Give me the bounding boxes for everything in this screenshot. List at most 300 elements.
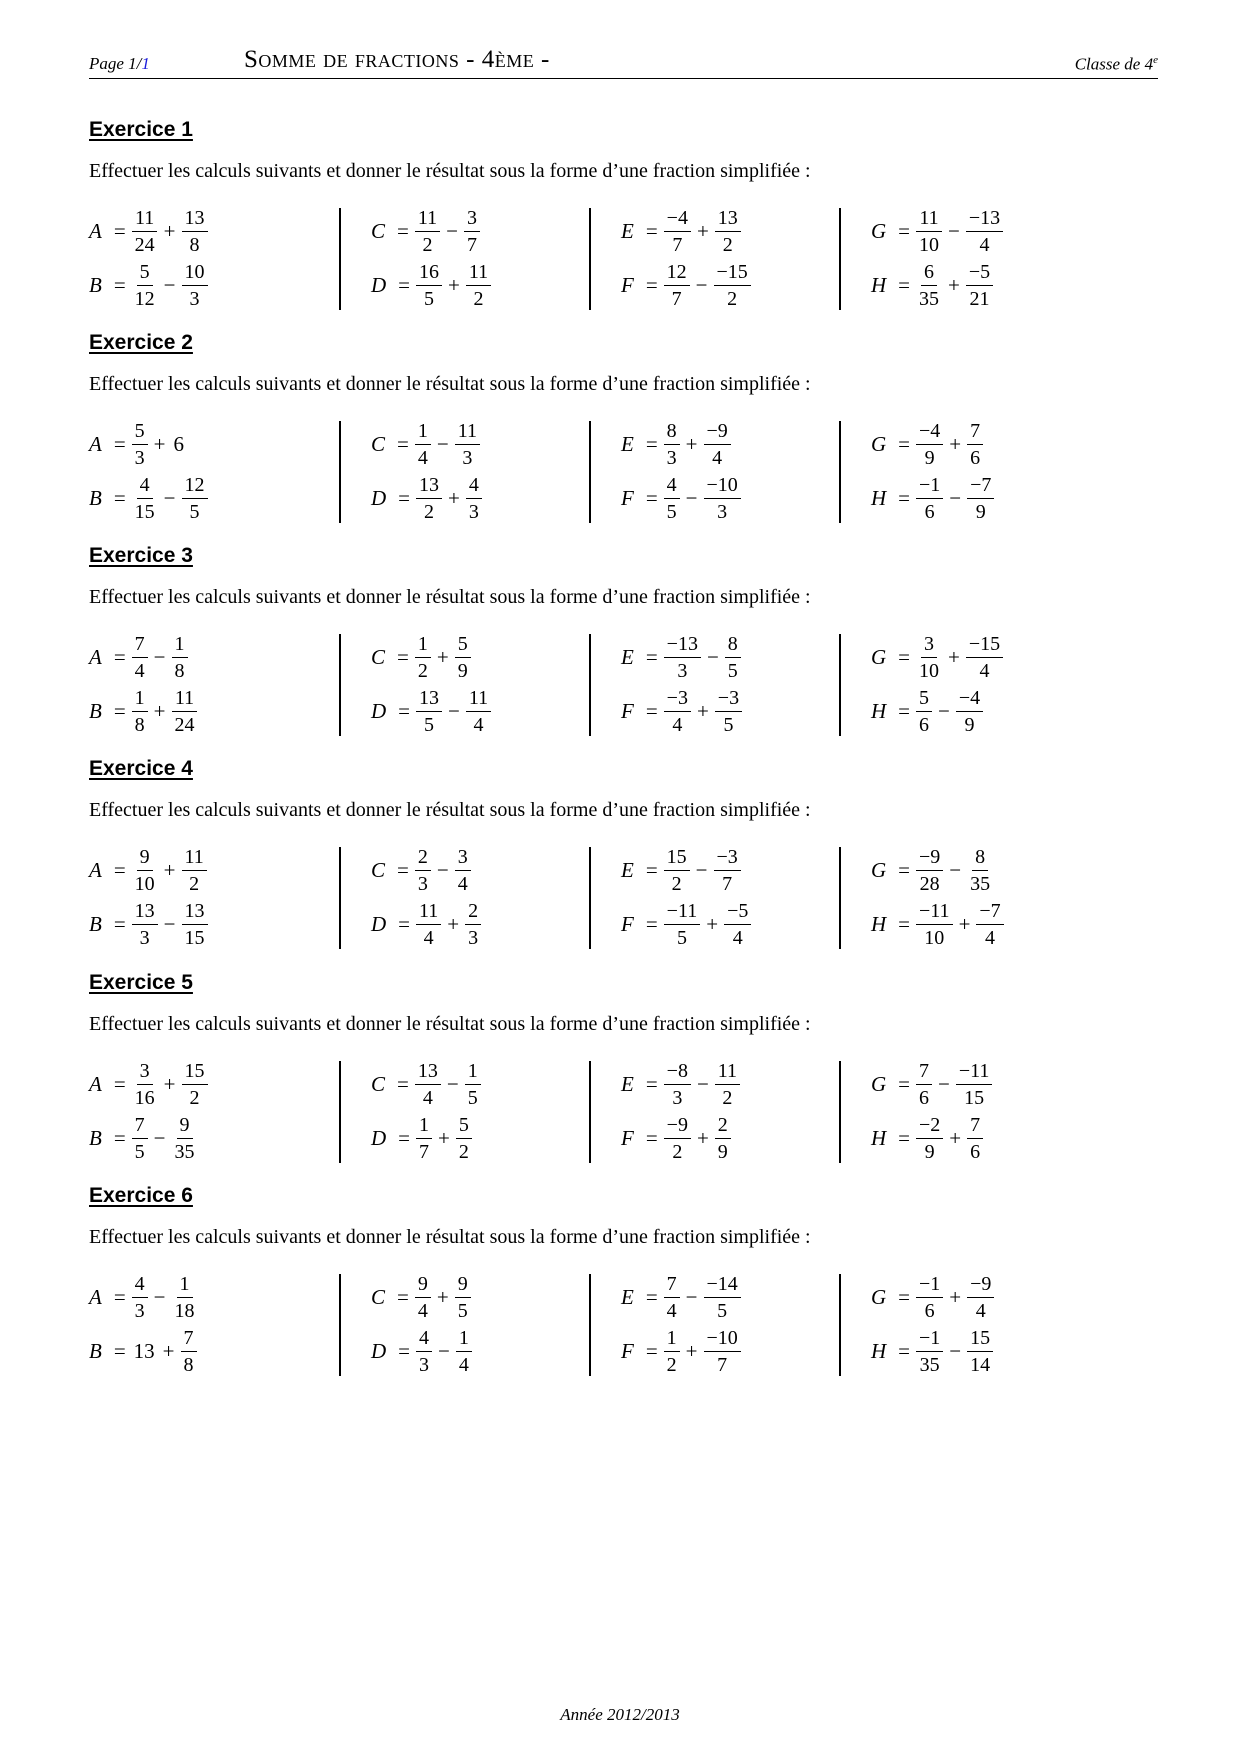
numerator: 8 bbox=[725, 632, 741, 658]
expression-variable: C bbox=[371, 644, 386, 669]
denominator: 3 bbox=[462, 446, 473, 469]
denominator: 35 bbox=[174, 1140, 195, 1163]
right-term-fraction bbox=[715, 1113, 731, 1164]
equals-sign: = bbox=[113, 431, 126, 456]
operator: − bbox=[695, 857, 708, 882]
expression-g bbox=[871, 630, 1003, 684]
denominator: 2 bbox=[189, 872, 200, 895]
numerator: 11 bbox=[466, 260, 491, 286]
numerator: 4 bbox=[132, 1272, 148, 1298]
expression-variable: G bbox=[871, 1284, 887, 1309]
expression-variable: F bbox=[621, 698, 634, 723]
exercise-instruction: Effectuer les calculs suivants et donner le résultat sous la forme d’une fraction simplifiée : bbox=[89, 586, 811, 608]
equals-sign: = bbox=[898, 485, 911, 510]
expression-column bbox=[589, 208, 821, 310]
numerator: 7 bbox=[916, 1059, 932, 1085]
denominator: 7 bbox=[717, 1353, 728, 1376]
left-term-fraction bbox=[916, 632, 942, 683]
expression-column bbox=[89, 1274, 319, 1376]
expression-b bbox=[89, 1324, 197, 1378]
expression-column bbox=[589, 634, 821, 736]
denominator: 6 bbox=[919, 1086, 930, 1109]
numerator: 2 bbox=[415, 845, 431, 871]
denominator: 10 bbox=[919, 659, 940, 682]
expression-variable: C bbox=[371, 857, 386, 882]
expression-a bbox=[89, 417, 186, 471]
numerator: −11 bbox=[956, 1059, 993, 1085]
operator: − bbox=[163, 485, 176, 510]
denominator: 5 bbox=[424, 287, 435, 310]
expression-h bbox=[871, 471, 994, 525]
equals-sign: = bbox=[645, 857, 658, 882]
left-term-fraction bbox=[664, 473, 680, 524]
numerator: 1 bbox=[664, 1326, 680, 1352]
exercise-1 bbox=[89, 118, 1158, 328]
equals-sign: = bbox=[898, 644, 911, 669]
exercise-2 bbox=[89, 331, 1158, 541]
expression-variable: D bbox=[371, 1338, 387, 1363]
expression-f bbox=[621, 471, 741, 525]
denominator: 2 bbox=[424, 500, 435, 523]
expression-variable: H bbox=[871, 698, 887, 723]
expression-variable: G bbox=[871, 1071, 887, 1096]
expression-c bbox=[371, 417, 480, 471]
expression-variable: G bbox=[871, 857, 887, 882]
left-term-fraction bbox=[132, 1059, 158, 1110]
expression-variable: E bbox=[621, 218, 634, 243]
left-term-fraction bbox=[416, 260, 442, 311]
equals-sign: = bbox=[113, 1338, 126, 1363]
denominator: 3 bbox=[134, 1299, 145, 1322]
left-term-fraction bbox=[416, 899, 441, 950]
equals-sign: = bbox=[398, 1338, 411, 1363]
expression-e bbox=[621, 204, 741, 258]
denominator: 3 bbox=[672, 1086, 683, 1109]
expression-variable: A bbox=[89, 857, 102, 882]
left-term-fraction bbox=[132, 686, 148, 737]
expression-variable: B bbox=[89, 1338, 102, 1363]
denominator: 8 bbox=[174, 659, 185, 682]
numerator: −3 bbox=[714, 845, 741, 871]
equals-sign: = bbox=[397, 644, 409, 669]
left-term-fraction bbox=[132, 632, 148, 683]
operator: + bbox=[696, 698, 709, 723]
denominator: 4 bbox=[975, 1299, 986, 1322]
equals-sign: = bbox=[898, 1284, 911, 1309]
exercise-6 bbox=[89, 1184, 1158, 1394]
equals-sign: = bbox=[898, 857, 911, 882]
equals-sign: = bbox=[113, 1125, 126, 1150]
exercise-3 bbox=[89, 544, 1158, 754]
expression-b bbox=[89, 1111, 198, 1165]
operator: + bbox=[949, 1284, 962, 1309]
numerator: −8 bbox=[664, 1059, 691, 1085]
numerator: 9 bbox=[177, 1113, 193, 1139]
numerator: −1 bbox=[916, 473, 943, 499]
operator: − bbox=[696, 1071, 709, 1096]
operator: + bbox=[448, 485, 460, 510]
numerator: 5 bbox=[916, 686, 932, 712]
denominator: 3 bbox=[134, 446, 145, 469]
operator: − bbox=[163, 911, 176, 936]
left-term-fraction bbox=[415, 419, 431, 470]
numerator: −11 bbox=[916, 899, 953, 925]
left-term-fraction bbox=[664, 845, 690, 896]
right-term-fraction bbox=[967, 1326, 993, 1377]
expression-variable: C bbox=[371, 1284, 386, 1309]
equals-sign: = bbox=[113, 1284, 126, 1309]
numerator: 15 bbox=[182, 1059, 208, 1085]
expression-d bbox=[371, 684, 491, 738]
expression-variable: H bbox=[871, 485, 887, 510]
expression-variable: G bbox=[871, 431, 887, 456]
operator: − bbox=[938, 698, 950, 723]
left-term-fraction bbox=[664, 1059, 691, 1110]
numerator: 1 bbox=[465, 1059, 481, 1085]
numerator: 16 bbox=[416, 260, 442, 286]
numerator: 7 bbox=[967, 1113, 983, 1139]
operator: + bbox=[436, 1284, 449, 1309]
expression-h bbox=[871, 258, 993, 312]
denominator: 4 bbox=[417, 446, 428, 469]
denominator: 3 bbox=[468, 926, 479, 949]
equals-sign: = bbox=[898, 1125, 911, 1150]
left-term-fraction bbox=[415, 632, 431, 683]
denominator: 2 bbox=[722, 233, 733, 256]
left-term-fraction bbox=[916, 845, 943, 896]
left-term-fraction bbox=[664, 206, 691, 257]
expression-column bbox=[339, 634, 571, 736]
expression-variable: B bbox=[89, 485, 102, 510]
right-term-fraction bbox=[182, 1059, 208, 1110]
expression-a bbox=[89, 204, 208, 258]
numerator: 11 bbox=[182, 845, 207, 871]
denominator: 4 bbox=[985, 926, 996, 949]
denominator: 3 bbox=[189, 287, 200, 310]
operator: + bbox=[163, 218, 176, 243]
right-term-fraction bbox=[466, 686, 491, 737]
numerator: 13 bbox=[182, 206, 208, 232]
numerator: 4 bbox=[466, 473, 482, 499]
numerator: 4 bbox=[664, 473, 680, 499]
expression-f bbox=[621, 897, 751, 951]
right-term-fraction bbox=[966, 632, 1003, 683]
expression-variable: F bbox=[621, 911, 634, 936]
left-term-fraction bbox=[415, 845, 431, 896]
denominator: 24 bbox=[134, 233, 155, 256]
left-term-fraction bbox=[916, 419, 943, 470]
denominator: 10 bbox=[924, 926, 945, 949]
document-title: Somme de fractions - 4ème - bbox=[244, 46, 550, 73]
numerator: −7 bbox=[967, 473, 994, 499]
equals-sign: = bbox=[645, 1338, 658, 1363]
numerator: 9 bbox=[455, 1272, 471, 1298]
denominator: 14 bbox=[970, 1353, 991, 1376]
operator: + bbox=[436, 644, 449, 669]
equals-sign: = bbox=[645, 272, 658, 297]
denominator: 5 bbox=[189, 500, 200, 523]
exercise-instruction: Effectuer les calculs suivants et donner le résultat sous la forme d’une fraction simplifiée : bbox=[89, 373, 811, 395]
denominator: 24 bbox=[174, 713, 195, 736]
numerator: 11 bbox=[132, 206, 157, 232]
operator: − bbox=[949, 857, 962, 882]
denominator: 5 bbox=[723, 713, 734, 736]
expression-c bbox=[371, 630, 471, 684]
numerator: −4 bbox=[664, 206, 691, 232]
left-term-fraction bbox=[916, 473, 943, 524]
operator: − bbox=[163, 272, 176, 297]
expression-column bbox=[589, 1274, 821, 1376]
expression-variable: A bbox=[89, 431, 102, 456]
expression-g bbox=[871, 1057, 992, 1111]
left-term-fraction bbox=[416, 473, 442, 524]
denominator: 21 bbox=[969, 287, 990, 310]
operator: − bbox=[436, 857, 449, 882]
numerator: 11 bbox=[455, 419, 480, 445]
expression-column bbox=[89, 421, 319, 523]
denominator: 4 bbox=[473, 713, 484, 736]
equals-sign: = bbox=[898, 1071, 911, 1096]
expression-f bbox=[621, 1111, 731, 1165]
denominator: 6 bbox=[924, 1299, 935, 1322]
numerator: 6 bbox=[921, 260, 937, 286]
right-term-fraction bbox=[455, 632, 471, 683]
denominator: 2 bbox=[417, 659, 428, 682]
numerator: −13 bbox=[664, 632, 701, 658]
operator: − bbox=[685, 485, 698, 510]
expression-column bbox=[589, 421, 821, 523]
right-term-fraction bbox=[464, 206, 480, 257]
expression-a bbox=[89, 1270, 198, 1324]
equals-sign: = bbox=[645, 644, 658, 669]
equals-sign: = bbox=[645, 1284, 658, 1309]
expression-column bbox=[839, 1061, 1071, 1163]
right-term-fraction bbox=[172, 1113, 198, 1164]
numerator: 11 bbox=[172, 686, 197, 712]
right-term-fraction bbox=[172, 686, 198, 737]
expression-column bbox=[839, 421, 1071, 523]
denominator: 10 bbox=[134, 872, 155, 895]
equals-sign: = bbox=[398, 272, 411, 297]
right-term-fraction bbox=[725, 632, 741, 683]
operator: + bbox=[162, 1338, 175, 1363]
numerator: 5 bbox=[132, 419, 148, 445]
expression-d bbox=[371, 1111, 472, 1165]
exercise-title: Exercice 4 bbox=[89, 757, 193, 780]
denominator: 3 bbox=[468, 500, 479, 523]
numerator: −3 bbox=[664, 686, 691, 712]
equals-sign: = bbox=[397, 218, 409, 243]
left-term-fraction bbox=[416, 1326, 432, 1377]
operator: − bbox=[685, 1284, 698, 1309]
numerator: −15 bbox=[966, 632, 1003, 658]
numerator: 4 bbox=[416, 1326, 432, 1352]
operator: + bbox=[438, 1125, 450, 1150]
left-term-fraction bbox=[916, 206, 942, 257]
operator: + bbox=[706, 911, 719, 936]
operator: + bbox=[163, 857, 176, 882]
numerator: −9 bbox=[916, 845, 943, 871]
equals-sign: = bbox=[898, 698, 911, 723]
numerator: 13 bbox=[416, 686, 442, 712]
denominator: 15 bbox=[964, 1086, 985, 1109]
expression-column bbox=[339, 208, 571, 310]
numerator: 3 bbox=[464, 206, 480, 232]
equals-sign: = bbox=[113, 911, 126, 936]
operator: − bbox=[448, 698, 460, 723]
right-term-fraction bbox=[455, 845, 471, 896]
operator: + bbox=[949, 431, 962, 456]
expression-e bbox=[621, 417, 731, 471]
right-term-fraction bbox=[466, 473, 482, 524]
numerator: 11 bbox=[416, 899, 441, 925]
left-term-fraction bbox=[132, 260, 158, 311]
denominator: 3 bbox=[417, 872, 428, 895]
expression-d bbox=[371, 897, 481, 951]
numerator: −14 bbox=[704, 1272, 741, 1298]
right-term-fraction bbox=[724, 899, 751, 950]
expression-a bbox=[89, 1057, 208, 1111]
numerator: 2 bbox=[715, 1113, 731, 1139]
right-term-fraction bbox=[976, 899, 1003, 950]
denominator: 28 bbox=[919, 872, 940, 895]
expression-variable: D bbox=[371, 911, 387, 936]
expression-variable: E bbox=[621, 1284, 634, 1309]
denominator: 9 bbox=[964, 713, 975, 736]
equals-sign: = bbox=[398, 698, 411, 723]
numerator: 8 bbox=[972, 845, 988, 871]
left-term-fraction bbox=[664, 899, 701, 950]
exercise-title: Exercice 6 bbox=[89, 1184, 193, 1207]
denominator: 9 bbox=[717, 1140, 728, 1163]
denominator: 5 bbox=[727, 659, 738, 682]
operator: − bbox=[695, 272, 708, 297]
right-term-fraction bbox=[715, 206, 741, 257]
left-term-fraction bbox=[132, 206, 158, 257]
operator: + bbox=[153, 698, 166, 723]
expression-variable: E bbox=[621, 644, 634, 669]
equals-sign: = bbox=[398, 911, 411, 936]
expression-g bbox=[871, 417, 983, 471]
right-term-fraction bbox=[967, 1272, 994, 1323]
denominator: 5 bbox=[717, 1299, 728, 1322]
expression-variable: B bbox=[89, 698, 102, 723]
left-term-fraction bbox=[664, 419, 680, 470]
left-term-fraction bbox=[664, 632, 701, 683]
numerator: −9 bbox=[664, 1113, 691, 1139]
exercise-4 bbox=[89, 757, 1158, 967]
equals-sign: = bbox=[113, 272, 126, 297]
denominator: 3 bbox=[419, 1353, 430, 1376]
numerator: 5 bbox=[455, 632, 471, 658]
expression-variable: C bbox=[371, 218, 386, 243]
right-term-fraction bbox=[967, 419, 983, 470]
expression-variable: F bbox=[621, 1125, 634, 1150]
expression-g bbox=[871, 204, 1003, 258]
numerator: 13 bbox=[415, 1059, 441, 1085]
numerator: 1 bbox=[132, 686, 148, 712]
expression-variable: B bbox=[89, 911, 102, 936]
denominator: 2 bbox=[189, 1086, 200, 1109]
operator: + bbox=[685, 431, 698, 456]
expression-d bbox=[371, 471, 482, 525]
denominator: 8 bbox=[183, 1353, 194, 1376]
expression-e bbox=[621, 843, 741, 897]
right-term-fraction bbox=[966, 206, 1003, 257]
equals-sign: = bbox=[645, 911, 658, 936]
numerator: 1 bbox=[172, 632, 188, 658]
expression-variable: A bbox=[89, 644, 102, 669]
left-term-fraction bbox=[416, 1113, 432, 1164]
equals-sign: = bbox=[645, 1125, 658, 1150]
left-term-fraction bbox=[664, 1272, 680, 1323]
page-number bbox=[89, 54, 150, 74]
operator: + bbox=[696, 1125, 709, 1150]
numerator: −5 bbox=[966, 260, 993, 286]
right-term-fraction bbox=[456, 1113, 472, 1164]
numerator: 13 bbox=[132, 899, 158, 925]
page-number-total[interactable]: 1 bbox=[141, 54, 150, 73]
denominator: 4 bbox=[666, 1299, 677, 1322]
denominator: 5 bbox=[467, 1086, 478, 1109]
numerator: 8 bbox=[664, 419, 680, 445]
equals-sign: = bbox=[113, 218, 126, 243]
right-term-fraction bbox=[455, 419, 480, 470]
numerator: 3 bbox=[455, 845, 471, 871]
expression-column bbox=[839, 847, 1071, 949]
equals-sign: = bbox=[645, 698, 658, 723]
numerator: 7 bbox=[181, 1326, 197, 1352]
left-term-integer: 13 bbox=[133, 1338, 155, 1363]
left-term-fraction bbox=[415, 206, 440, 257]
exercise-title: Exercice 5 bbox=[89, 971, 193, 994]
expression-variable: B bbox=[89, 272, 102, 297]
page-number-prefix: Page 1/ bbox=[89, 54, 142, 73]
numerator: −1 bbox=[916, 1272, 943, 1298]
operator: − bbox=[949, 1338, 962, 1363]
equals-sign: = bbox=[898, 272, 911, 297]
numerator: 2 bbox=[465, 899, 481, 925]
operator: − bbox=[438, 1338, 450, 1363]
denominator: 5 bbox=[457, 1299, 468, 1322]
page-footer: Année 2012/2013 bbox=[560, 1705, 680, 1724]
numerator: −10 bbox=[704, 473, 741, 499]
expression-column bbox=[589, 847, 821, 949]
numerator: 13 bbox=[416, 473, 442, 499]
numerator: 12 bbox=[182, 473, 208, 499]
numerator: 15 bbox=[967, 1326, 993, 1352]
equals-sign: = bbox=[898, 218, 911, 243]
denominator: 6 bbox=[970, 1140, 981, 1163]
expression-column bbox=[89, 208, 319, 310]
equals-sign: = bbox=[113, 857, 126, 882]
right-term-fraction bbox=[956, 686, 983, 737]
expression-h bbox=[871, 1324, 993, 1378]
numerator: 11 bbox=[916, 206, 941, 232]
expression-f bbox=[621, 1324, 741, 1378]
right-term-fraction bbox=[172, 1272, 198, 1323]
expression-variable: A bbox=[89, 1284, 102, 1309]
expression-f bbox=[621, 258, 751, 312]
equals-sign: = bbox=[898, 431, 911, 456]
expression-variable: C bbox=[371, 431, 386, 456]
denominator: 4 bbox=[979, 233, 990, 256]
expression-f bbox=[621, 684, 742, 738]
expression-variable: H bbox=[871, 1125, 887, 1150]
left-term-fraction bbox=[916, 1113, 943, 1164]
expression-c bbox=[371, 1270, 471, 1324]
denominator: 3 bbox=[677, 659, 688, 682]
